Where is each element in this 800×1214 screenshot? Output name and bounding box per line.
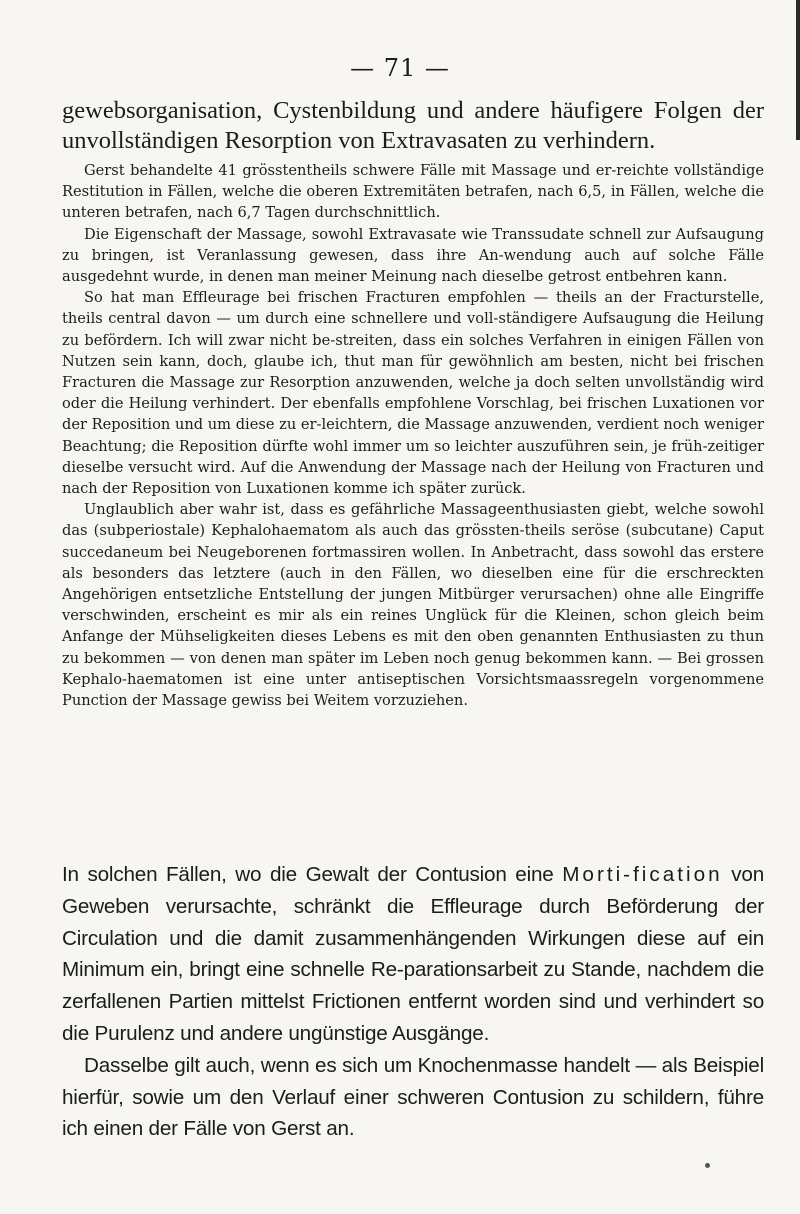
- body-small-print: [62, 160, 764, 711]
- paragraph-fractures: So hat man Effleurage bei frischen Fracturen empfohlen — theils an der Fracturstelle, theils central davon — um durch eine schnellere und voll-ständigere Aufsaugung die Heilung zu befördern. Ich will zwar nicht be-streiten, dass ein solches Verfahren in einigen Fällen von Nutzen sein kann, doch, glaube ich, thut man für gewöhnlich am besten, nicht bei frischen Fracturen die Massage zur Resorption anzuwenden, welche ja doch selten unvollständig wird oder die Heilung verhindert. Der ebenfalls empfohlene Vorschlag, bei frischen Luxationen vor der Reposition und um diese zu er-leichtern, die Massage anzuwenden, verdient noch weniger Beachtung; die Reposition dürfte wohl immer um so leichter auszuführen sein, je früh-zeitiger dieselbe versucht wird. Auf die Anwendung der Massage nach der Heilung von Fracturen und nach der Reposition von Luxationen komme ich später zurück.: [62, 289, 764, 498]
- page-number: — 71 —: [350, 54, 450, 82]
- paragraph-kephalohaematom: Unglaublich aber wahr ist, dass es gefährliche Massageenthusiasten giebt, welche sowohl das (subperiostale) Kephalohaematom als auch das grössten-theils seröse (subcutane) Caput succedaneum bei Neugeborenen fortmassiren wollen. In Anbetracht, dass sowohl das erstere als besonders das letztere (auch in den Fällen, wo dieselben eine für die erschreckten Angehörigen entsetzliche Entstellung der jungen Mitbürger verursachen) ohne alle Eingriffe verschwinden, erscheint es mir als ein reines Unglück für die Kleinen, schon gleich beim Anfange der Mühseligkeiten dieses Lebens es mit den oben genannten Enthusiasten zu thun zu bekommen — von denen man später im Leben noch genug bekommen kann. — Bei grossen Kephalo-haematomen ist eine unter antiseptischen Vorsichtsmaassregeln vorgenommene Punction der Massage gewiss bei Weitem vorzuziehen.: [62, 501, 764, 710]
- mortification-text-a: In solchen Fällen, wo die Gewalt der Contusion eine: [62, 863, 563, 886]
- mortification-spaced-term: Morti-fication: [562, 863, 723, 886]
- paragraph-gerst-results: Gerst behandelte 41 grösstentheils schwere Fälle mit Massage und er-reichte vollständige Restitution in Fällen, welche die oberen Extremitäten betrafen, nach 6,5, in Fällen, welche die unteren betrafen, nach 6,7 Tagen durchschnittlich.: [62, 162, 764, 222]
- paragraph-massage-property: Die Eigenschaft der Massage, sowohl Extravasate wie Transsudate schnell zur Aufsaugung zu bringen, ist Veranlassung gewesen, dass ihre An-wendung auch auf solche Fälle ausgedehnt wurde, in denen man meiner Meinung nach dieselbe getrost entbehren kann.: [62, 225, 764, 286]
- paragraph-mortification: [62, 859, 764, 1050]
- mortification-text-b: von Geweben verursachte, schränkt die Effleurage durch Beförderung der Circulation und die damit zusammenhängenden Wirkungen diese auf ein Minimum ein, bringt eine schnelle Re-parationsarbeit zu Stande, nachdem die zerfallenen Partien mittelst Frictionen entfernt worden sind und verhindert so die Purulenz und andere ungünstige Ausgänge.: [62, 863, 764, 1045]
- body-large-print: [62, 859, 764, 1145]
- paragraph-bone-mass: Dasselbe gilt auch, wenn es sich um Knochenmasse handelt — als Beispiel hierfür, sowie um den Verlauf einer schweren Contusion zu schildern, führe ich einen der Fälle von Gerst an.: [62, 1053, 764, 1141]
- section-heading-text: gewebsorganisation, Cystenbildung und andere häufigere Folgen der unvollständigen Resorption von Extravasaten zu verhindern.: [62, 97, 764, 154]
- ink-speck: [705, 1163, 710, 1168]
